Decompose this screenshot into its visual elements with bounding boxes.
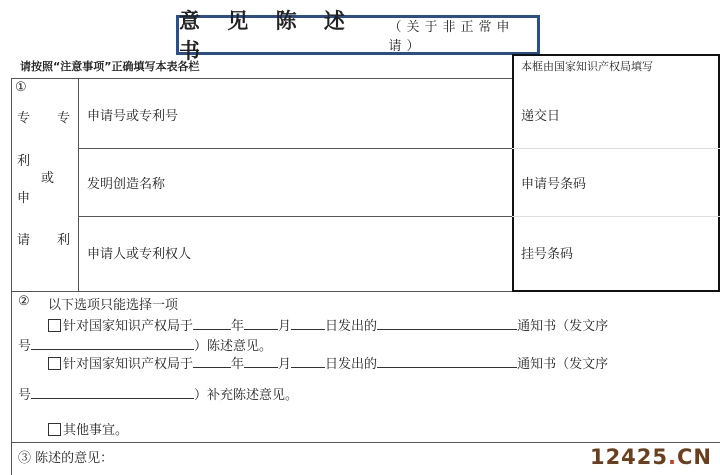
section1-number: ①: [15, 80, 27, 95]
side-char: 或: [41, 171, 55, 186]
side-char: 专: [57, 111, 71, 126]
option2-checkbox[interactable]: [48, 357, 61, 370]
application-barcode-label: 申请号条码: [521, 177, 587, 192]
section3-top-border: [11, 442, 720, 443]
notice-blank[interactable]: [377, 317, 517, 330]
section3-row: ③ 陈述的意见：: [18, 451, 114, 466]
document-title: 意 见 陈 述 书: [179, 8, 355, 63]
option2-row: 针对国家知识产权局于 年 月 日发出的 通知书（发文序: [48, 353, 608, 372]
form-top-border: [11, 78, 512, 79]
document-subtitle: （关于非正常申请）: [388, 20, 515, 54]
office-divider-1: [512, 148, 720, 149]
day-blank[interactable]: [291, 355, 325, 368]
field-divider-1: [78, 148, 512, 149]
month-blank[interactable]: [244, 355, 278, 368]
option3-row: 其他事宜。: [48, 419, 128, 438]
option1-row2: 号 ）陈述意见。: [18, 339, 273, 354]
fill-instruction: 请按照“注意事项”正确填写本表各栏: [20, 60, 200, 73]
application-number-label: 申请号或专利号: [87, 109, 179, 124]
office-use-note: 本框由国家知识产权局填写: [521, 60, 653, 73]
option1-row: 针对国家知识产权局于 年 月 日发出的 通知书（发文序: [48, 315, 608, 334]
side-char: 利: [57, 233, 71, 248]
serial-blank[interactable]: [31, 337, 194, 350]
option1-checkbox[interactable]: [48, 319, 61, 332]
side-char: 请: [17, 233, 31, 248]
invention-name-label: 发明创造名称: [87, 177, 166, 192]
section2-heading: 以下选项只能选择一项: [48, 298, 179, 313]
year-blank[interactable]: [193, 355, 231, 368]
document-title-box: [176, 8, 540, 63]
office-divider-2: [512, 216, 720, 217]
option3-checkbox[interactable]: [48, 423, 61, 436]
side-char: 利: [17, 154, 31, 169]
side-char: 专: [17, 111, 31, 126]
year-blank[interactable]: [193, 317, 231, 330]
serial-blank[interactable]: [31, 386, 194, 399]
section1-divider: [78, 78, 79, 291]
applicant-label: 申请人或专利权人: [87, 247, 192, 262]
option2-row2: 号 ）补充陈述意见。: [18, 388, 299, 403]
month-blank[interactable]: [244, 317, 278, 330]
field-divider-2: [78, 216, 512, 217]
side-char: 申: [17, 191, 31, 206]
site-watermark: 12425.CN: [589, 445, 712, 469]
submission-date-label: 递交日: [521, 109, 561, 124]
form-left-border: [11, 78, 12, 475]
section2-number: ②: [18, 294, 30, 309]
day-blank[interactable]: [291, 317, 325, 330]
notice-blank[interactable]: [377, 355, 517, 368]
registered-barcode-label: 挂号条码: [521, 247, 574, 262]
